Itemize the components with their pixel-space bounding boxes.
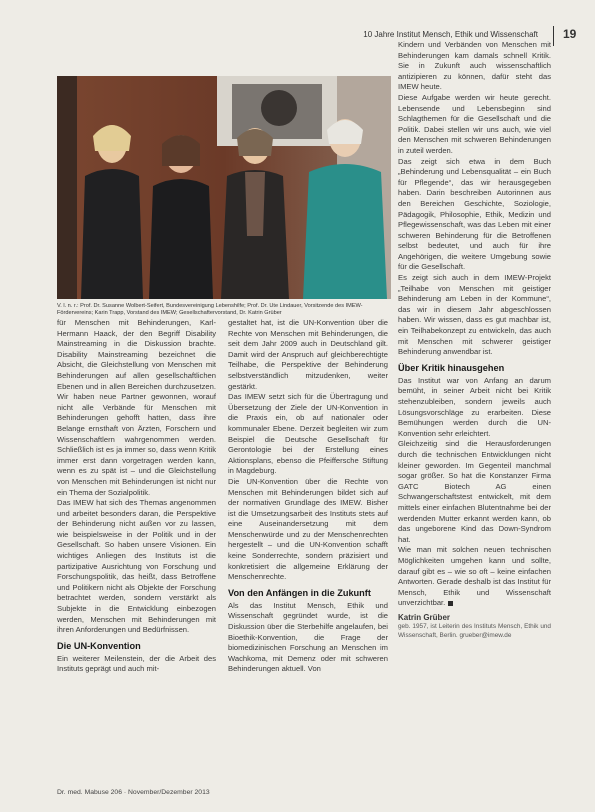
page-footer: Dr. med. Mabuse 206 · November/Dezember 2013 — [57, 789, 210, 796]
section-heading: Von den Anfängen in die Zukunft — [228, 587, 371, 598]
paragraph: Es zeigt sich auch in dem IMEW-Projekt „Teilhabe von Menschen mit geistiger Behinderung am Leben in der Kommune“, das wir in diesem Jahr abgeschlossen haben. Wir wissen, dass es gut machbar ist, ein Teilhabekonzept zu entwickeln, das auch mit Menschen mit schwerer geistiger Behinderung anwendbar ist. — [398, 273, 551, 357]
paragraph: gestaltet hat, ist die UN-Konvention über die Rechte von Menschen mit Behinderungen, die seit dem Jahr 2009 auch in Deutschland gilt. Damit wird der Anspruch auf gleichberechtigte Teilhabe, die Perspektive der Behinderung selbstverständlich mitzudenken, weiter gestärkt. — [228, 318, 388, 391]
paragraph: Das IMEW hat sich des Themas angenommen und arbeitet besonders daran, die Perspektive der Behinderung nicht außen vor zu lassen, wie beispielsweise in der Politik und in der Gesellschaft. So haben unsere Visionen. Ein wichtiges Anliegen des Instituts ist die partizipative Ausrichtung von Forschung und Forschungspolitik, das heißt, dass Betroffene und Politikern nicht als Objekte der Forschung betrachtet werden, sondern verstärkt als Subjekte in die Entwicklung einbezogen werden, Menschen mit Behinderungen mit ihren Anforderungen und Bedürfnissen. — [57, 498, 216, 635]
end-of-article-icon — [448, 601, 453, 606]
paragraph: für Menschen mit Behinderungen, Karl-Hermann Haack, der den Begriff Disability Mainstreaming in die Diskussion brachte. Disability Mainstreaming bezeichnet die Absicht, die Gleichstellung von Menschen mit Behinderungen auf allen gesellschaftlichen Ebenen und in allen Bereichen durchzusetzen. Wir haben neue Partner gewonnen, worauf nicht alle Verbände für Menschen mit Behinderungen gehofft hatten, dass ihre Belange ernsthaft von Ärzten, Forschern und Wissenschaftlern wahrgenommen werden. Schließlich ist es ja immer so, dass wenn Kritik immer erst dann vorgetragen werden kann, wenn es zu spät ist – und die Gleichstellung von Menschen mit Behinderungen ist nicht nur ein Thema der Sozialpolitik. — [57, 318, 216, 497]
author-name: Katrin Grüber — [398, 612, 451, 622]
paragraph: Die UN-Konvention über die Rechte von Menschen mit Behinderungen bildet sich auf der normativen Grundlage des IMEW. Bisher ist die Umsetzungsarbeit des Instituts stets auf eine Auseinandersetzung mit dem Menschenwürde und zu der Menschenrechten hergestellt – und die UN-Konvention schafft keine Sonderrechte, sondern präzisiert und konkretisiert die allgemeine Erklärung der Menschenrechte. — [228, 476, 388, 582]
running-head: 10 Jahre Institut Mensch, Ethik und Wissenschaft — [363, 30, 538, 39]
group-photo — [57, 76, 391, 299]
article-column-3 — [398, 40, 551, 640]
header-divider — [553, 26, 554, 46]
paragraph: Als das Institut Mensch, Ethik und Wissenschaft gegründet wurde, ist die Diskussion über die Sterbehilfe angelaufen, bei Bioethik-Konvention, die Frage der biomedizinischen Forschung an Menschen im Wachkoma, mit Demenz oder mit schweren Behinderungen aktuell. Von — [228, 600, 388, 674]
article-column-2 — [228, 318, 388, 675]
paragraph: Kindern und Verbänden von Menschen mit Behinderungen kam damals schnell Kritik. Sie in Zukunft auch wissenschaftlich antizipieren zu können, dafür steht das IMEW heute. — [398, 40, 551, 92]
section-heading: Über Kritik hinausgehen — [398, 362, 505, 373]
author-bio: geb. 1957, ist Leiterin des Instituts Mensch, Ethik und Wissenschaft, Berlin. grueber@imew.de — [398, 623, 551, 639]
photo-caption: V. l. n. r.: Prof. Dr. Susanne Wolbert-Seifert, Bundesvereinigung Lebenshilfe; Prof. Dr. Ute Lindauer, Vorsitzende des IMEW-Fördervereins; Karin Trapp, Vorstand des IMEW; Gesellschaftervorstand, Dr. Katrin Grüber — [57, 303, 363, 317]
article-column-1 — [57, 318, 216, 675]
section-heading: Die UN-Konvention — [57, 640, 141, 651]
paragraph: Gleichzeitig sind die Herausforderungen durch die technischen Entwicklungen nicht kleiner geworden. Im Gegenteil manchmal sogar größer. So hat die Konstanzer Firma GATC Biotech AG einen Schwangerschaftstest entwickelt, mit dem mittels einer einfachen Blutentnahme bei der werdenden Mutter erkannt werden kann, ob das ungeborene Kind das Down-Syndrom hat. — [398, 439, 551, 544]
paragraph: Diese Aufgabe werden wir heute gerecht. Lebensende und Lebensbeginn sind Schlagthemen für die Gesellschaft und die Politik. Dabei stellen wir uns auch, wie viel den Menschen mit schweren Behinderungen in zuteil werden. — [398, 92, 551, 155]
paragraph: Das IMEW setzt sich für die Übertragung und Übersetzung der Ziele der UN-Konvention in die Praxis ein, ob auf nationaler oder kommunaler Ebene. Derzeit begleiten wir zum Beispiel die Deutsche Gesellschaft für Gerontologie bei der Erstellung eines Aktionsplans, ebenso die Pfeiffersche Stiftung in Magdeburg. — [228, 392, 388, 476]
paragraph: Das zeigt sich etwa in dem Buch „Behinderung und Lebensqualität – ein Buch für Pflegende“, das wir herausgegeben haben. Darin beschreiben Autorinnen aus den Bereichen Geschichte, Soziologie, Pädagogik, Philosophie, Ethik, Medizin und Pflegewissenschaft, was das Leben mit einer schweren Behinderung für die Betroffenen selbst bedeutet, und auch für ihre Angehörigen, die weitere Umgebung sowie für die Gesellschaft. — [398, 156, 551, 272]
paragraph: Ein weiterer Meilenstein, der die Arbeit des Instituts geprägt und auch mit- — [57, 653, 216, 674]
group-photo-image — [57, 76, 391, 299]
paragraph-final-text: Wie man mit solchen neuen technischen Möglichkeiten umgehen kann und sollte, darauf gibt es – wie so oft – keine einfachen Antworten. Gerade deshalb ist das Institut für Mensch, Ethik und Wissenschaft unverzichtbar. — [398, 545, 551, 608]
page-number: 19 — [563, 27, 577, 41]
paragraph: Das Institut war von Anfang an darum bemüht, in seiner Arbeit nicht bei Kritik stehenzubleiben, sondern jeweils auch Lösungsvorschläge zu erarbeiten. Diese Bemühungen werden durch die UN-Konvention sehr erleichtert. — [398, 375, 551, 438]
paragraph-final — [398, 545, 551, 609]
